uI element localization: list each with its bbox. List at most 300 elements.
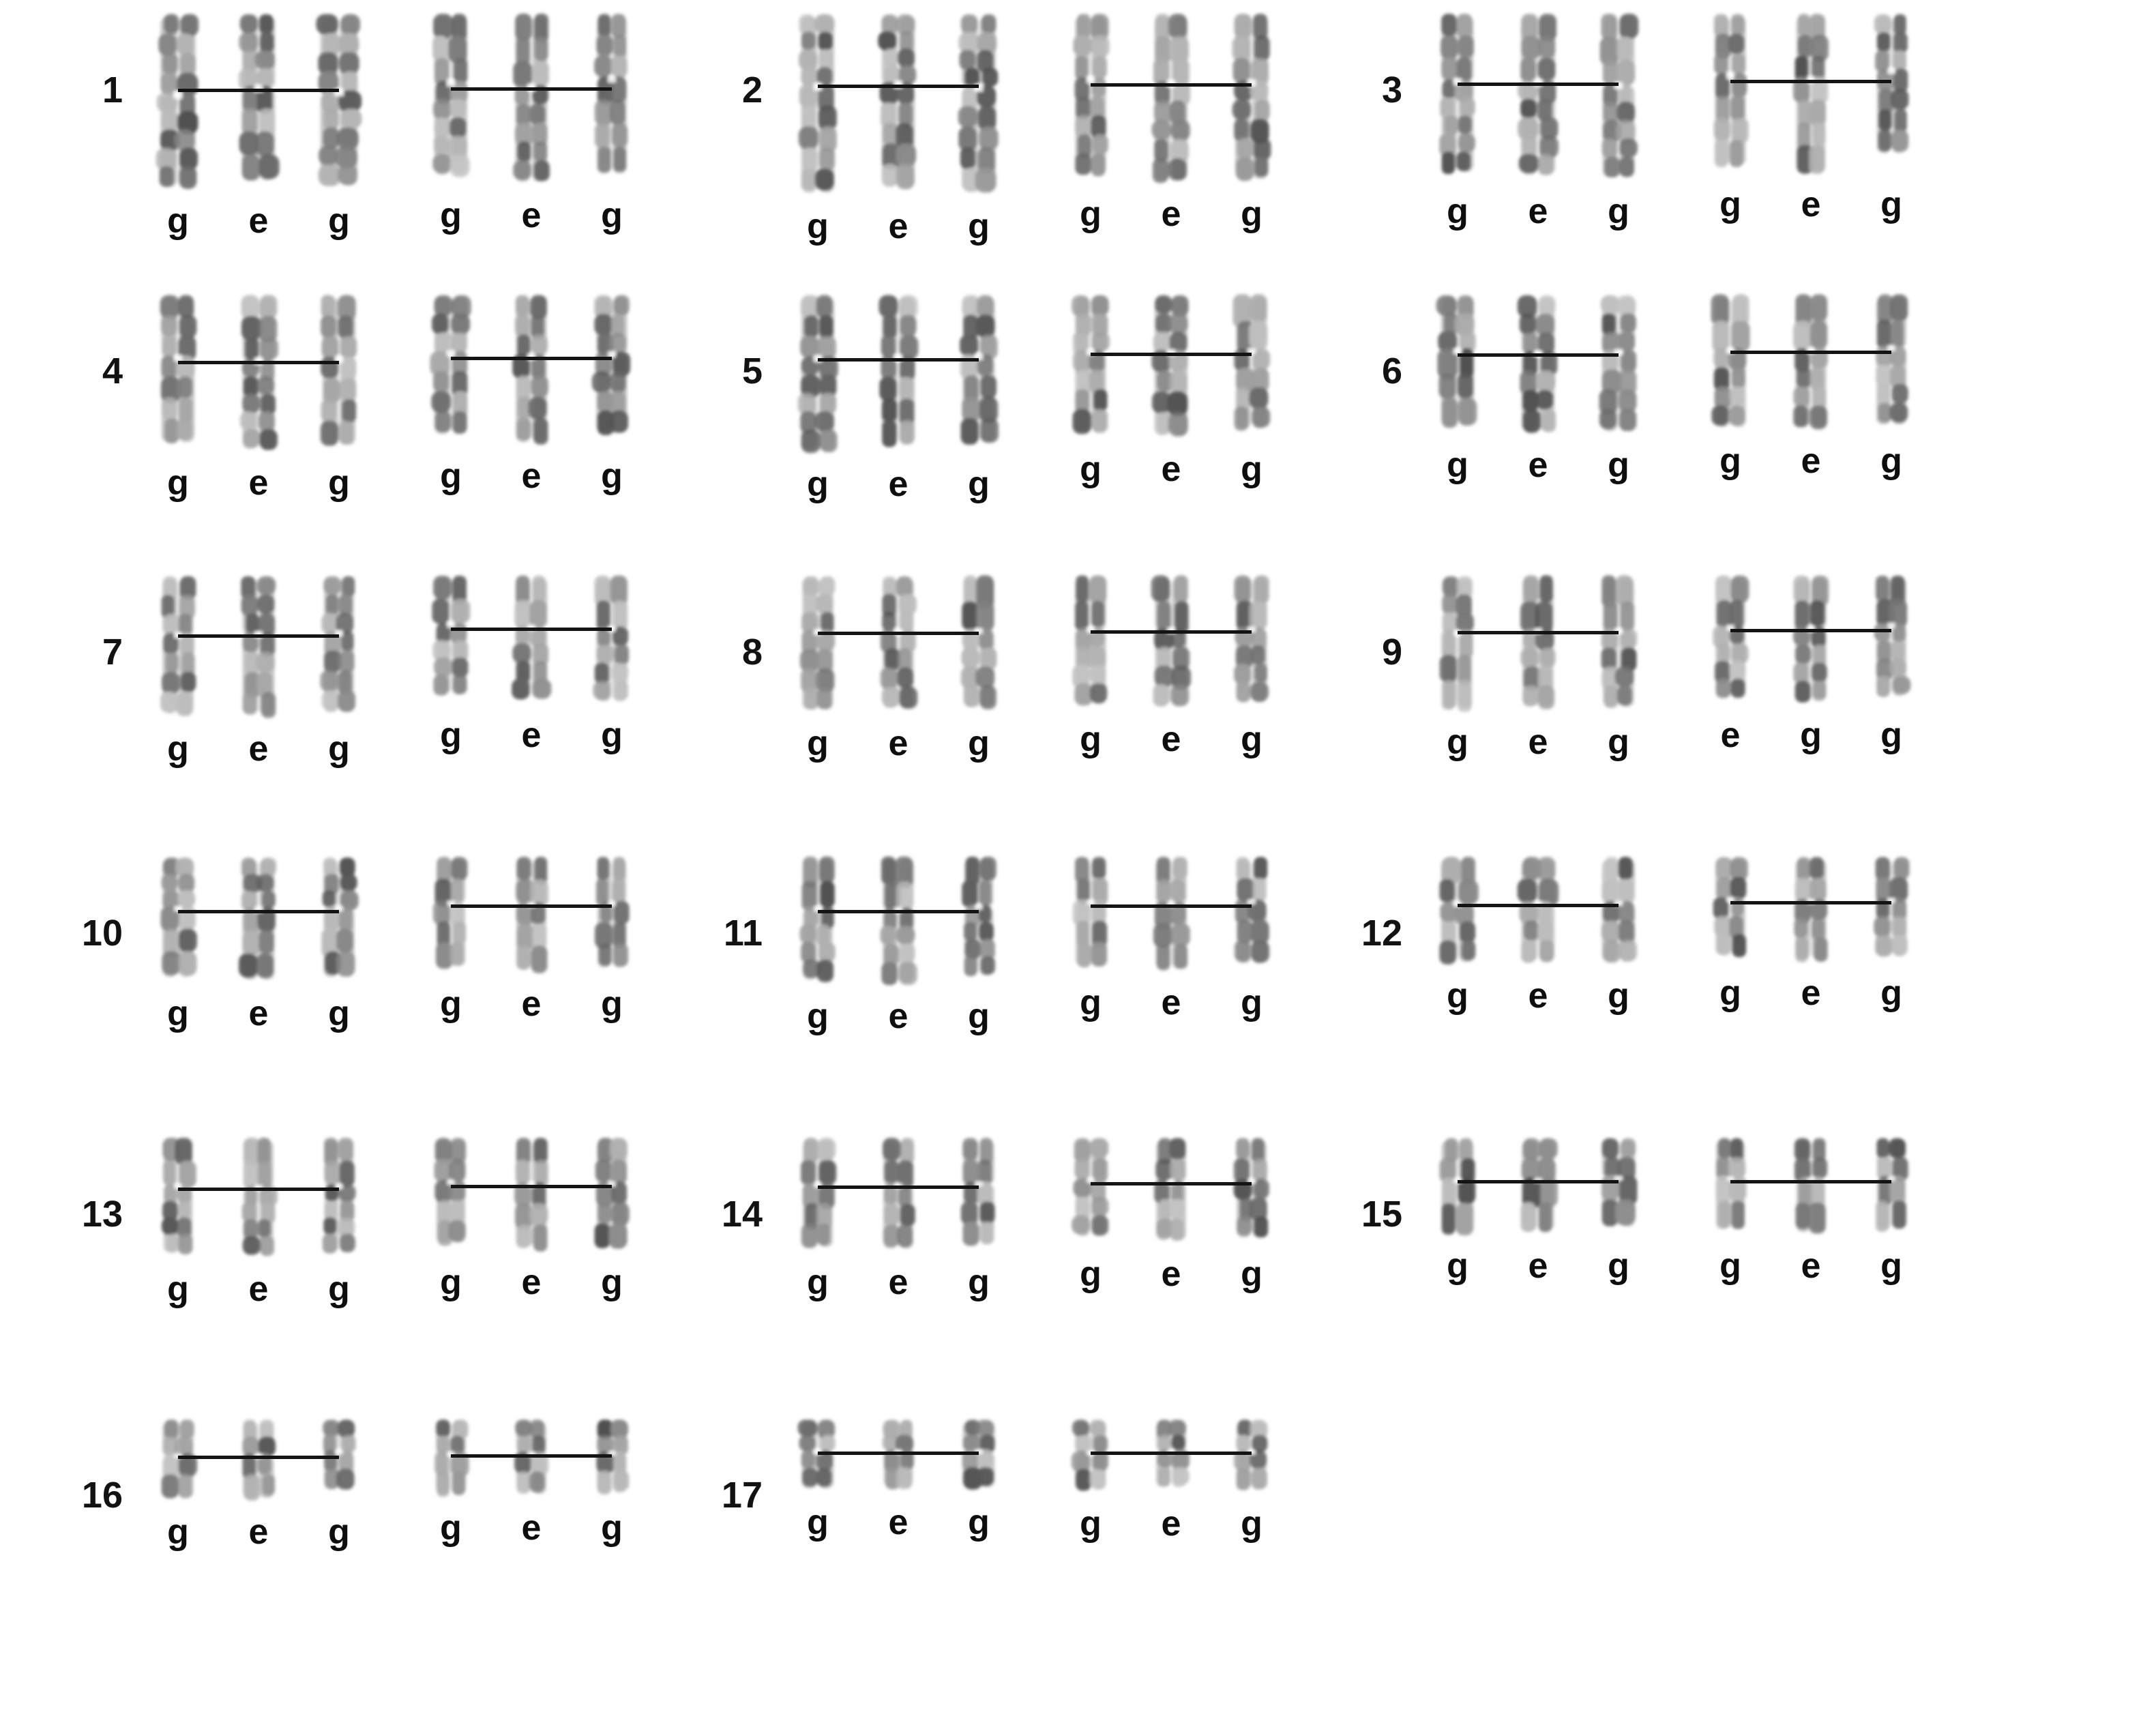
chromosome-12-1-3	[1578, 850, 1659, 1014]
group-connector-line	[178, 1456, 339, 1459]
chromosome-16-1-1	[138, 1412, 218, 1550]
group-connector-line	[451, 904, 612, 908]
chromosome-triplet	[138, 1131, 379, 1307]
karyotype-row	[688, 569, 1292, 761]
chromosome-9-2-3	[1851, 569, 1932, 753]
chromosome-17-2-2	[1131, 1412, 1211, 1542]
chromosome-image	[581, 288, 643, 453]
chromosome-type-label: g	[167, 463, 189, 503]
chromosome-type-label: e	[1161, 1254, 1181, 1294]
chromosome-image	[949, 850, 1008, 993]
chromosome-image	[419, 288, 483, 453]
chromosome-image	[581, 569, 643, 712]
chromosome-image	[1700, 569, 1760, 712]
chromosome-triplet	[1050, 1131, 1292, 1292]
chromosome-image	[869, 1412, 928, 1499]
group-connector-line	[818, 358, 979, 362]
chromosome-type-label: e	[1801, 973, 1821, 1013]
row-number-label: 1	[102, 70, 123, 111]
karyotype-band	[0, 850, 2156, 1131]
chromosome-14-1-3	[939, 1131, 1019, 1300]
chromosome-image	[582, 7, 642, 192]
chromosome-17-1-1	[778, 1412, 858, 1540]
chromosome-16-1-2	[218, 1412, 299, 1550]
chromosome-groups	[138, 569, 652, 767]
chromosome-type-label: g	[1447, 976, 1468, 1016]
chromosome-type-label: e	[248, 994, 269, 1033]
chromosome-image	[1426, 1131, 1489, 1243]
chromosome-2-1-3	[939, 7, 1019, 244]
chromosome-1-2-1	[411, 7, 491, 233]
chromosome-type-label: g	[1447, 722, 1468, 762]
chromosome-8-1-3	[939, 569, 1019, 761]
chromosome-type-label: e	[1528, 722, 1548, 762]
chromosome-type-label: g	[1608, 192, 1629, 231]
row-number-label: 13	[81, 1194, 123, 1235]
chromosome-type-label: e	[888, 1503, 909, 1542]
chromosome-triplet	[778, 569, 1019, 761]
group-connector-line	[451, 87, 612, 91]
chromosome-7-1-3	[299, 569, 379, 767]
chromosome-triplet	[778, 850, 1019, 1034]
chromosome-5-1-3	[939, 288, 1019, 502]
chromosome-type-label: g	[440, 984, 462, 1024]
chromosome-type-label: g	[1241, 1254, 1262, 1294]
chromosome-image	[868, 1131, 928, 1259]
chromosome-4-1-3	[299, 288, 379, 501]
chromosome-12-2-3	[1851, 850, 1932, 1011]
chromosome-11-1-3	[939, 850, 1019, 1034]
chromosome-8-2-1	[1050, 569, 1131, 757]
chromosome-type-label: e	[248, 729, 269, 769]
chromosome-image	[786, 1412, 849, 1499]
chromosome-image	[1700, 850, 1760, 970]
chromosome-groups	[1417, 7, 1932, 229]
chromosome-13-2-3	[572, 1131, 652, 1300]
chromosome-type-label: g	[1608, 1246, 1629, 1286]
chromosome-13-1-2	[218, 1131, 299, 1307]
chromosome-type-label: g	[968, 1503, 990, 1542]
chromosome-14-2-2	[1131, 1131, 1211, 1292]
chromosome-type-label: g	[440, 456, 462, 496]
chromosome-type-label: g	[1447, 1246, 1468, 1286]
chromosome-15-2-3	[1851, 1131, 1932, 1284]
chromosome-type-label: e	[1161, 1504, 1181, 1544]
chromosome-type-label: e	[1528, 976, 1548, 1016]
karyotype-row	[1327, 850, 1932, 1014]
chromosome-type-label: g	[968, 465, 990, 504]
chromosome-image	[786, 288, 850, 461]
chromosome-type-label: e	[521, 196, 542, 235]
chromosome-groups	[778, 1131, 1292, 1300]
chromosome-12-1-2	[1498, 850, 1578, 1014]
chromosome-type-label: g	[167, 201, 189, 241]
chromosome-image	[1861, 288, 1921, 438]
chromosome-6-1-3	[1578, 288, 1659, 483]
chromosome-8-2-2	[1131, 569, 1211, 757]
chromosome-type-label: g	[1241, 720, 1262, 759]
chromosome-image	[1426, 7, 1489, 188]
chromosome-type-label: g	[601, 456, 623, 496]
chromosome-image	[947, 1412, 1010, 1499]
chromosome-7-1-2	[218, 569, 299, 767]
chromosome-type-label: e	[521, 456, 542, 496]
chromosome-7-1-1	[138, 569, 218, 767]
chromosome-type-label: g	[1719, 1246, 1741, 1286]
chromosome-12-1-1	[1417, 850, 1498, 1014]
chromosome-triplet	[1417, 1131, 1659, 1284]
chromosome-image	[1141, 1412, 1201, 1501]
chromosome-image	[227, 288, 290, 460]
chromosome-image	[307, 288, 371, 460]
group-connector-line	[1458, 353, 1619, 357]
chromosome-triplet	[138, 288, 379, 501]
chromosome-type-label: e	[1161, 194, 1181, 234]
group-connector-line	[451, 1185, 612, 1188]
chromosome-image	[147, 1412, 209, 1509]
chromosome-triplet	[1690, 7, 1932, 222]
group-connector-line	[1458, 904, 1619, 907]
chromosome-image	[1060, 288, 1121, 446]
chromosome-8-1-1	[778, 569, 858, 761]
chromosome-triplet	[1050, 1412, 1292, 1542]
chromosome-image	[1506, 288, 1570, 442]
group-connector-line	[1458, 631, 1619, 634]
chromosome-image	[1588, 569, 1649, 719]
karyotype-row	[1327, 569, 1932, 760]
chromosome-type-label: e	[521, 1263, 542, 1302]
chromosome-type-label: g	[1080, 983, 1102, 1022]
chromosome-row-2	[688, 7, 1292, 244]
chromosome-triplet	[411, 1131, 652, 1300]
chromosome-7-2-2	[491, 569, 572, 753]
chromosome-type-label: g	[440, 1263, 462, 1302]
group-connector-line	[1730, 629, 1891, 632]
chromosome-image	[1141, 1131, 1201, 1251]
chromosome-type-label: e	[521, 1508, 542, 1548]
chromosome-groups	[1417, 288, 1932, 483]
chromosome-image	[786, 7, 850, 203]
chromosome-triplet	[138, 1412, 379, 1550]
chromosome-image	[419, 7, 483, 192]
chromosome-6-1-2	[1498, 288, 1578, 483]
chromosome-triplet	[1417, 7, 1659, 229]
chromosome-image	[309, 1412, 369, 1509]
chromosome-type-label: g	[440, 716, 462, 755]
karyotype-row	[20, 1412, 652, 1550]
chromosome-type-label: e	[248, 201, 269, 241]
group-connector-line	[1091, 353, 1252, 356]
chromosome-10-1-3	[299, 850, 379, 1031]
chromosome-type-label: g	[968, 997, 990, 1036]
chromosome-16-2-3	[572, 1412, 652, 1546]
chromosome-type-label: g	[1880, 973, 1902, 1013]
chromosome-triplet	[1050, 288, 1292, 487]
chromosome-image	[1862, 1131, 1921, 1243]
chromosome-9-2-2	[1771, 569, 1851, 753]
chromosome-1-2-3	[572, 7, 652, 233]
chromosome-image	[146, 288, 210, 460]
chromosome-type-label: g	[601, 196, 623, 235]
chromosome-triplet	[1417, 850, 1659, 1014]
chromosome-image	[1780, 850, 1842, 970]
chromosome-3-2-1	[1690, 7, 1771, 222]
chromosome-type-label: g	[1608, 445, 1629, 485]
chromosome-image	[1140, 569, 1202, 716]
chromosome-image	[227, 850, 290, 990]
chromosome-type-label: e	[521, 984, 542, 1024]
karyotype-row	[20, 288, 652, 501]
chromosome-image	[147, 850, 209, 990]
karyotype-row	[20, 850, 652, 1031]
karyotype-row	[688, 7, 1292, 244]
chromosome-4-1-1	[138, 288, 218, 501]
chromosome-image	[1782, 7, 1840, 181]
group-connector-line	[178, 361, 339, 364]
chromosome-image	[866, 7, 930, 203]
chromosome-type-label: e	[1161, 983, 1181, 1022]
karyotype-band	[0, 1412, 2156, 1693]
group-connector-line	[178, 89, 339, 92]
chromosome-5-2-3	[1211, 288, 1292, 487]
row-number-label: 12	[1361, 913, 1402, 954]
chromosome-image	[309, 569, 369, 726]
chromosome-row-10	[48, 850, 652, 1031]
chromosome-6-2-1	[1690, 288, 1771, 479]
chromosome-13-1-3	[299, 1131, 379, 1307]
group-connector-line	[1730, 351, 1891, 354]
chromosome-2-1-1	[778, 7, 858, 244]
chromosome-12-2-2	[1771, 850, 1851, 1011]
group-connector-line	[1091, 83, 1252, 87]
chromosome-image	[421, 1412, 481, 1505]
chromosome-row-16	[48, 1412, 652, 1550]
chromosome-image	[947, 288, 1010, 461]
chromosome-triplet	[778, 1131, 1019, 1300]
chromosome-image	[1061, 850, 1121, 980]
chromosome-groups	[778, 850, 1292, 1034]
chromosome-type-label: g	[328, 1512, 350, 1552]
chromosome-type-label: e	[888, 997, 909, 1036]
chromosome-14-1-2	[858, 1131, 939, 1300]
row-number-label: 17	[721, 1475, 763, 1516]
chromosome-image	[304, 7, 374, 198]
group-connector-line	[1730, 80, 1891, 83]
chromosome-groups	[1417, 850, 1932, 1014]
chromosome-10-2-2	[491, 850, 572, 1022]
row-number-label: 6	[1381, 351, 1402, 392]
group-connector-line	[818, 85, 979, 88]
chromosome-13-2-1	[411, 1131, 491, 1300]
row-number-label: 9	[1381, 632, 1402, 673]
chromosome-4-1-2	[218, 288, 299, 501]
group-connector-line	[1458, 83, 1619, 86]
chromosome-17-2-1	[1050, 1412, 1131, 1542]
group-connector-line	[818, 1186, 979, 1189]
chromosome-type-label: g	[968, 724, 990, 763]
chromosome-12-2-1	[1690, 850, 1771, 1011]
chromosome-row-17	[688, 1412, 1292, 1542]
chromosome-triplet	[1690, 569, 1932, 753]
chromosome-5-1-1	[778, 288, 858, 502]
chromosome-type-label: e	[248, 1512, 269, 1552]
chromosome-image	[1220, 7, 1284, 191]
chromosome-row-15	[1327, 1131, 1932, 1284]
chromosome-type-label: g	[601, 1508, 623, 1548]
chromosome-type-label: g	[807, 465, 829, 504]
chromosome-type-label: g	[601, 984, 623, 1024]
group-connector-line	[1458, 1180, 1619, 1183]
chromosome-image	[1586, 850, 1651, 973]
chromosome-type-label: g	[328, 994, 350, 1033]
chromosome-type-label: g	[167, 1512, 189, 1552]
chromosome-image	[501, 850, 561, 981]
chromosome-triplet	[778, 7, 1019, 244]
chromosome-row-1	[48, 7, 652, 239]
chromosome-triplet	[411, 569, 652, 753]
group-connector-line	[451, 357, 612, 360]
chromosome-8-2-3	[1211, 569, 1292, 757]
chromosome-16-2-2	[491, 1412, 572, 1546]
chromosome-image	[308, 850, 370, 990]
row-number-label: 14	[721, 1194, 763, 1235]
chromosome-type-label: g	[1080, 1504, 1102, 1544]
chromosome-image	[1862, 7, 1921, 181]
chromosome-image	[1700, 288, 1761, 438]
chromosome-11-2-3	[1211, 850, 1292, 1020]
chromosome-triplet	[1050, 850, 1292, 1020]
chromosome-9-1-1	[1417, 569, 1498, 760]
chromosome-type-label: g	[1719, 973, 1741, 1013]
chromosome-14-1-1	[778, 1131, 858, 1300]
chromosome-17-2-3	[1211, 1412, 1292, 1542]
chromosome-6-2-3	[1851, 288, 1932, 479]
chromosome-image	[422, 1131, 480, 1259]
chromosome-triplet	[778, 288, 1019, 502]
chromosome-triplet	[1417, 569, 1659, 760]
chromosome-1-1-2	[218, 7, 299, 239]
chromosome-image	[228, 1131, 289, 1266]
chromosome-type-label: g	[328, 1269, 350, 1309]
chromosome-17-1-2	[858, 1412, 939, 1540]
chromosome-image	[147, 569, 209, 726]
chromosome-type-label: g	[1880, 716, 1902, 755]
chromosome-type-label: g	[1447, 445, 1468, 485]
chromosome-triplet	[1690, 1131, 1932, 1284]
chromosome-type-label: e	[888, 465, 909, 504]
chromosome-type-label: e	[1161, 720, 1181, 759]
chromosome-image	[1060, 569, 1121, 716]
group-connector-line	[178, 634, 339, 638]
chromosome-image	[946, 7, 1011, 203]
chromosome-type-label: e	[888, 724, 909, 763]
chromosome-image	[1428, 569, 1487, 719]
chromosome-type-label: g	[440, 196, 462, 235]
chromosome-2-1-2	[858, 7, 939, 244]
chromosome-type-label: g	[1608, 976, 1629, 1016]
chromosome-1-1-3	[299, 7, 379, 239]
chromosome-16-2-1	[411, 1412, 491, 1546]
chromosome-image	[501, 1131, 562, 1259]
chromosome-image	[1221, 569, 1282, 716]
chromosome-image	[228, 1412, 289, 1509]
chromosome-row-9	[1327, 569, 1932, 760]
karyotype-band	[0, 1131, 2156, 1412]
chromosome-7-2-1	[411, 569, 491, 753]
karyotype-row	[1327, 7, 1932, 229]
chromosome-row-7	[48, 569, 652, 767]
chromosome-triplet	[1050, 569, 1292, 757]
chromosome-type-label: g	[807, 1263, 829, 1302]
chromosome-image	[787, 569, 848, 720]
karyotype-row	[20, 569, 652, 767]
chromosome-14-2-3	[1211, 1131, 1292, 1292]
chromosome-type-label: g	[1241, 194, 1262, 234]
group-connector-line	[1091, 904, 1252, 908]
chromosome-type-label: e	[248, 1269, 269, 1309]
chromosome-image	[948, 1131, 1009, 1259]
chromosome-2-2-3	[1211, 7, 1292, 232]
chromosome-11-1-1	[778, 850, 858, 1034]
karyotype-row	[20, 7, 652, 239]
chromosome-groups	[1417, 1131, 1932, 1284]
chromosome-10-1-1	[138, 850, 218, 1031]
chromosome-type-label: e	[1528, 1246, 1548, 1286]
chromosome-triplet	[411, 288, 652, 494]
row-number-label: 3	[1381, 70, 1402, 111]
chromosome-groups	[778, 7, 1292, 244]
chromosome-image	[1780, 569, 1842, 712]
chromosome-4-2-3	[572, 288, 652, 494]
chromosome-row-14	[688, 1131, 1292, 1300]
chromosome-15-2-1	[1690, 1131, 1771, 1284]
row-number-label: 4	[102, 351, 123, 392]
chromosome-image	[788, 1131, 848, 1259]
chromosome-type-label: g	[1241, 983, 1262, 1022]
chromosome-11-2-2	[1131, 850, 1211, 1020]
chromosome-10-2-3	[572, 850, 652, 1022]
chromosome-image	[1782, 1131, 1840, 1243]
chromosome-type-label: g	[807, 724, 829, 763]
chromosome-triplet	[411, 7, 652, 233]
group-connector-line	[451, 1454, 612, 1458]
chromosome-image	[1222, 850, 1282, 980]
chromosome-triplet	[1690, 288, 1932, 479]
chromosome-image	[226, 7, 291, 198]
chromosome-5-1-2	[858, 288, 939, 502]
chromosome-groups	[138, 288, 652, 501]
chromosome-image	[1060, 1412, 1121, 1501]
chromosome-type-label: g	[440, 1508, 462, 1548]
row-number-label: 2	[741, 70, 763, 111]
chromosome-type-label: g	[807, 1503, 829, 1542]
chromosome-15-1-1	[1417, 1131, 1498, 1284]
chromosome-row-13	[48, 1131, 652, 1307]
chromosome-groups	[138, 850, 652, 1031]
group-connector-line	[1091, 630, 1252, 634]
chromosome-image	[1139, 288, 1203, 446]
chromosome-type-label: g	[1080, 720, 1102, 759]
chromosome-image	[868, 850, 929, 993]
row-number-label: 16	[81, 1475, 123, 1516]
chromosome-image	[422, 850, 480, 981]
chromosome-image	[1060, 7, 1121, 191]
chromosome-groups	[778, 569, 1292, 761]
karyotype-row	[688, 850, 1292, 1034]
chromosome-1-1-1	[138, 7, 218, 239]
chromosome-9-1-2	[1498, 569, 1578, 760]
chromosome-row-8	[688, 569, 1292, 761]
